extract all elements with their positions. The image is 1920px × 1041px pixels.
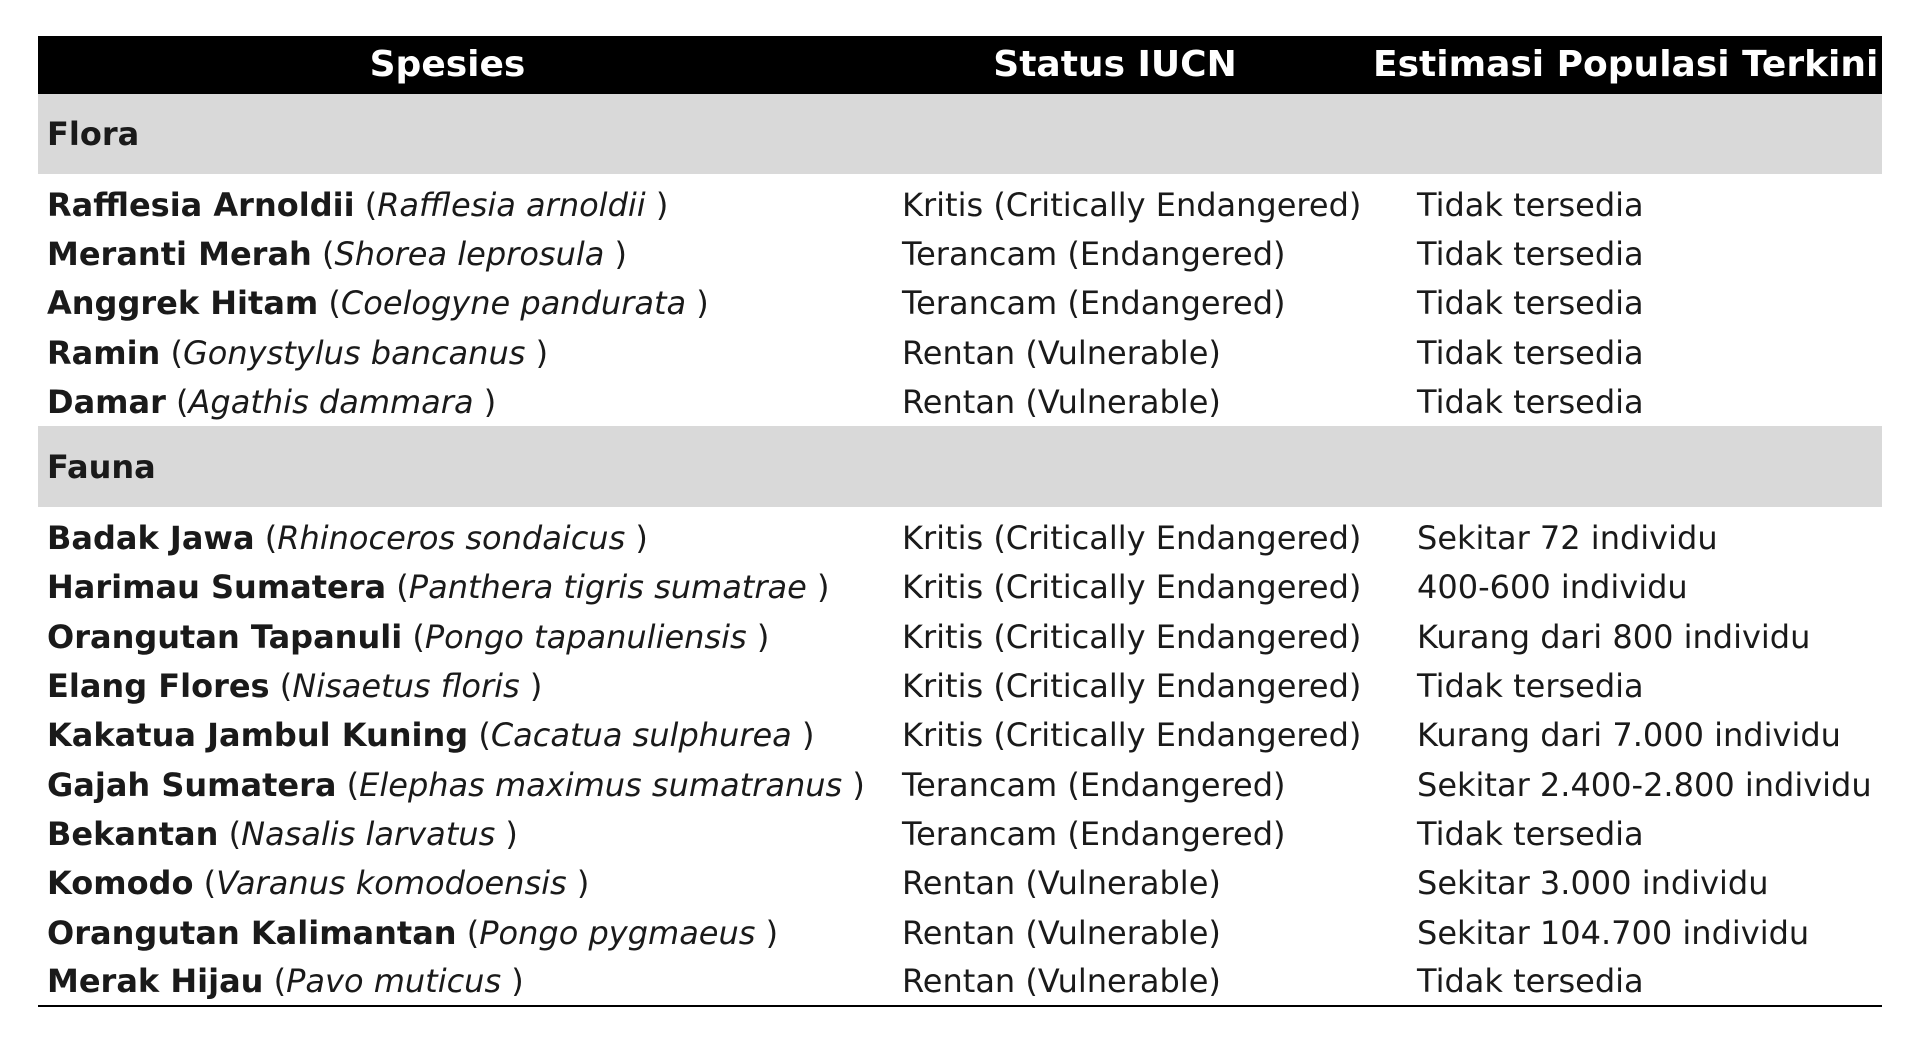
table-row xyxy=(38,859,1882,908)
scientific-name: Cacatua sulphurea xyxy=(490,716,792,755)
population-cell: Sekitar 2.400-2.800 individu xyxy=(1417,765,1872,804)
paren-close: ) xyxy=(604,234,627,273)
group-row-fauna xyxy=(38,426,1882,507)
table-row xyxy=(38,957,1882,1006)
species-cell xyxy=(38,377,857,426)
population-cell: Tidak tersedia xyxy=(1417,284,1644,323)
paren-open: ( xyxy=(160,333,183,372)
scientific-name: Shorea leprosula xyxy=(334,234,605,273)
paren-close: ) xyxy=(473,382,497,421)
table-row xyxy=(38,229,1882,278)
status-cell: Terancam (Endangered) xyxy=(902,814,1286,853)
status-cell: Rentan (Vulnerable) xyxy=(902,382,1221,421)
table-row xyxy=(38,760,1882,809)
common-name: Rafflesia Arnoldii xyxy=(47,185,355,224)
common-name: Gajah Sumatera xyxy=(47,765,337,804)
scientific-name: Gonystylus bancanus xyxy=(182,333,526,372)
flora-rows xyxy=(38,180,1882,426)
paren-open: ( xyxy=(468,716,491,755)
paren-close: ) xyxy=(755,913,779,952)
scientific-name: Nasalis larvatus xyxy=(241,814,496,853)
paren-open: ( xyxy=(311,234,335,273)
species-cell xyxy=(38,711,857,760)
group-row-flora xyxy=(38,94,1882,174)
group-label-flora: Flora xyxy=(47,115,140,153)
population-cell: Tidak tersedia xyxy=(1417,185,1644,224)
common-name: Ramin xyxy=(47,333,161,372)
population-cell: Tidak tersedia xyxy=(1417,667,1644,706)
population-cell: Tidak tersedia xyxy=(1417,234,1644,273)
species-cell xyxy=(38,612,857,661)
paren-close: ) xyxy=(746,617,770,656)
status-cell: Rentan (Vulnerable) xyxy=(902,913,1221,952)
table-row xyxy=(38,809,1882,858)
scientific-name: Pongo pygmaeus xyxy=(479,913,756,952)
population-cell: Sekitar 72 individu xyxy=(1417,519,1718,558)
species-cell xyxy=(38,563,857,612)
species-table xyxy=(38,36,1882,1007)
status-cell: Kritis (Critically Endangered) xyxy=(902,185,1362,224)
common-name: Komodo xyxy=(47,864,194,903)
population-cell: Tidak tersedia xyxy=(1373,957,1882,1006)
group-label-fauna: Fauna xyxy=(47,447,156,486)
paren-open: ( xyxy=(165,382,189,421)
table-header-row xyxy=(38,36,1882,94)
scientific-name: Varanus komodoensis xyxy=(216,864,567,903)
paren-open: ( xyxy=(263,962,287,1001)
population-cell: 400-600 individu xyxy=(1417,568,1688,607)
status-cell: Kritis (Critically Endangered) xyxy=(902,617,1362,656)
paren-open: ( xyxy=(254,519,278,558)
status-cell: Kritis (Critically Endangered) xyxy=(902,519,1362,558)
common-name: Damar xyxy=(47,382,166,421)
paren-close: ) xyxy=(566,864,590,903)
status-cell: Kritis (Critically Endangered) xyxy=(902,667,1362,706)
species-cell xyxy=(38,908,857,957)
table-row xyxy=(38,377,1882,426)
fauna-rows xyxy=(38,513,1882,1006)
paren-close: ) xyxy=(625,519,648,558)
common-name: Orangutan Kalimantan xyxy=(47,913,457,952)
table-row xyxy=(38,279,1882,328)
header-population: Estimasi Populasi Terkini xyxy=(1373,44,1879,85)
population-cell: Tidak tersedia xyxy=(1417,814,1644,853)
species-cell xyxy=(38,513,857,562)
species-cell xyxy=(38,809,857,858)
header-status: Status IUCN xyxy=(993,44,1237,85)
status-cell: Terancam (Endangered) xyxy=(902,284,1286,323)
scientific-name: Elephas maximus sumatranus xyxy=(359,765,843,804)
common-name: Kakatua Jambul Kuning xyxy=(47,716,469,755)
population-cell: Tidak tersedia xyxy=(1417,382,1644,421)
table-row xyxy=(38,612,1882,661)
scientific-name: Rhinoceros sondaicus xyxy=(277,519,626,558)
paren-open: ( xyxy=(456,913,480,952)
population-cell: Kurang dari 800 individu xyxy=(1417,617,1811,656)
scientific-name: Coelogyne pandurata xyxy=(340,284,687,323)
population-cell: Tidak tersedia xyxy=(1417,333,1644,372)
common-name: Elang Flores xyxy=(47,667,270,706)
paren-open: ( xyxy=(386,568,409,607)
paren-close: ) xyxy=(842,765,865,804)
species-cell xyxy=(38,859,857,908)
species-cell xyxy=(38,957,857,1006)
common-name: Badak Jawa xyxy=(47,519,255,558)
species-cell xyxy=(38,661,857,710)
scientific-name: Agathis dammara xyxy=(188,382,474,421)
population-cell: Sekitar 104.700 individu xyxy=(1417,913,1810,952)
table-row xyxy=(38,908,1882,957)
paren-close: ) xyxy=(525,333,549,372)
paren-close: ) xyxy=(519,667,543,706)
paren-close: ) xyxy=(645,185,669,224)
header-species: Spesies xyxy=(369,44,526,85)
table-row xyxy=(38,563,1882,612)
status-cell: Rentan (Vulnerable) xyxy=(902,864,1221,903)
species-cell xyxy=(38,229,857,278)
common-name: Merak Hijau xyxy=(47,962,264,1001)
paren-open: ( xyxy=(354,185,378,224)
table-row xyxy=(38,711,1882,760)
species-cell xyxy=(38,279,857,328)
status-cell: Rentan (Vulnerable) xyxy=(902,333,1221,372)
table-row xyxy=(38,180,1882,229)
population-cell: Kurang dari 7.000 individu xyxy=(1417,716,1841,755)
paren-open: ( xyxy=(318,284,341,323)
species-cell xyxy=(38,760,865,809)
table-row xyxy=(38,328,1882,377)
population-cell: Sekitar 3.000 individu xyxy=(1417,864,1769,903)
status-cell: Rentan (Vulnerable) xyxy=(857,957,1373,1006)
paren-close: ) xyxy=(686,284,709,323)
paren-open: ( xyxy=(218,814,242,853)
paren-close: ) xyxy=(806,568,830,607)
paren-open: ( xyxy=(193,864,217,903)
paren-close: ) xyxy=(495,814,518,853)
status-cell: Terancam (Endangered) xyxy=(902,765,1286,804)
status-cell: Kritis (Critically Endangered) xyxy=(902,716,1362,755)
paren-close: ) xyxy=(501,962,524,1001)
common-name: Bekantan xyxy=(47,814,219,853)
common-name: Orangutan Tapanuli xyxy=(47,617,403,656)
paren-open: ( xyxy=(336,765,360,804)
species-cell xyxy=(38,180,857,229)
paren-open: ( xyxy=(402,617,425,656)
scientific-name: Rafflesia arnoldii xyxy=(377,185,646,224)
common-name: Anggrek Hitam xyxy=(47,284,319,323)
scientific-name: Nisaetus floris xyxy=(292,667,520,706)
scientific-name: Panthera tigris sumatrae xyxy=(408,568,807,607)
paren-close: ) xyxy=(791,716,815,755)
status-cell: Terancam (Endangered) xyxy=(902,234,1286,273)
status-cell: Kritis (Critically Endangered) xyxy=(902,568,1362,607)
table-row xyxy=(38,513,1882,562)
common-name: Meranti Merah xyxy=(47,234,312,273)
paren-open: ( xyxy=(269,667,293,706)
scientific-name: Pongo tapanuliensis xyxy=(424,617,747,656)
table-row xyxy=(38,661,1882,710)
species-cell xyxy=(38,328,857,377)
common-name: Harimau Sumatera xyxy=(47,568,387,607)
scientific-name: Pavo muticus xyxy=(286,962,502,1001)
